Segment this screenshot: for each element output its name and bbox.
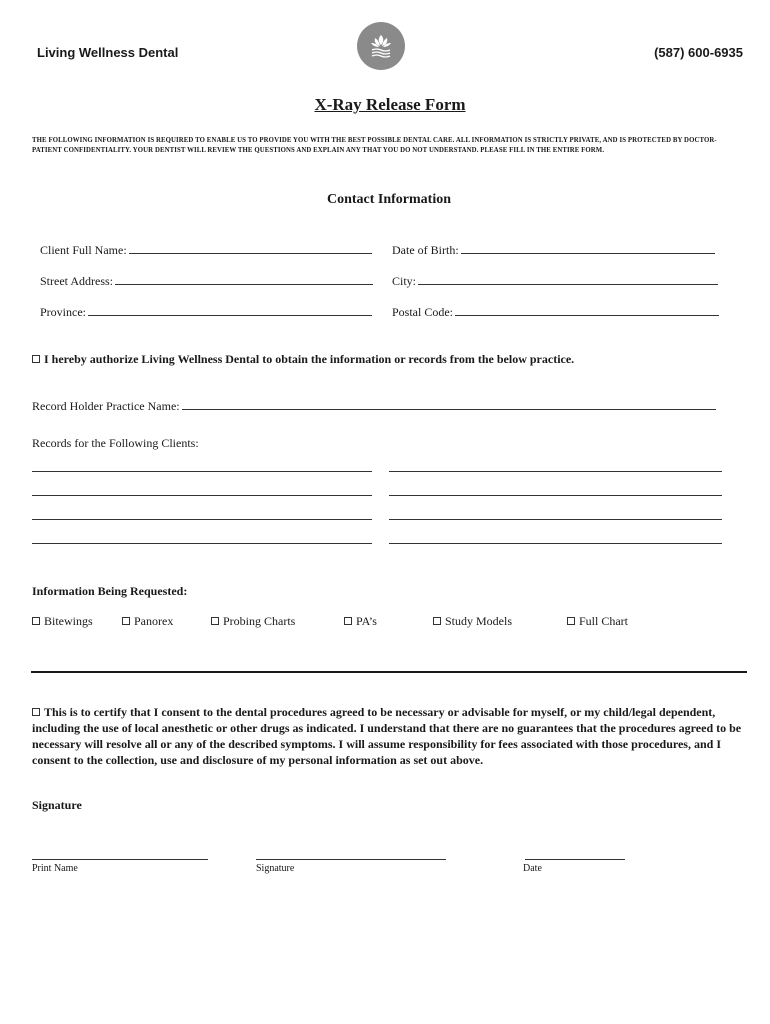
dob-field[interactable] (392, 243, 715, 258)
print-name-line[interactable] (32, 859, 208, 860)
dob-line[interactable] (461, 243, 715, 254)
checkbox[interactable] (344, 617, 352, 625)
consent-checkbox[interactable] (32, 708, 40, 716)
authorize-checkbox[interactable] (32, 355, 40, 363)
option-label: Study Models (445, 614, 513, 628)
section-divider (31, 671, 747, 673)
city-label: City: (392, 274, 417, 288)
signature-heading: Signature (32, 798, 82, 812)
client-full-name-label: Client Full Name: (40, 243, 127, 257)
client-line-3-left[interactable] (32, 519, 372, 520)
practice-phone: (587) 600-6935 (654, 45, 743, 60)
record-holder-label: Record Holder Practice Name: (32, 399, 180, 413)
print-name-label: Print Name (32, 863, 78, 874)
province-line[interactable] (88, 305, 372, 316)
street-address-line[interactable] (115, 274, 373, 285)
street-address-label: Street Address: (40, 274, 113, 288)
client-line-1-right[interactable] (389, 471, 722, 472)
option-pas[interactable] (344, 614, 377, 629)
record-holder-field[interactable] (32, 399, 716, 414)
practice-name: Living Wellness Dental (37, 45, 179, 60)
consent-text: This is to certify that I consent to the dental procedures agreed to be necessary or advisable for myself, or my child/legal dependent, including the use of local anesthetic or other drugs as indicated. I understand that there are no guarantees that the procedures agreed to be necessary will resolve all or any of the described symptoms. I will assume responsibility for fees associated with those procedures, and I consent to the collection, use and disclosure of my personal information as set out above. (32, 705, 742, 767)
contact-heading: Contact Information (326, 192, 452, 207)
postal-code-field[interactable] (392, 305, 719, 320)
form-intro: THE FOLLOWING INFORMATION IS REQUIRED TO ENABLE US TO PROVIDE YOU WITH THE BEST POSSIBLE DENTAL CARE. ALL INFORMATION IS STRICTLY PRIVATE, AND IS PROTECTED BY DOCTOR-PATIENT CONFIDENTIALITY. YOUR DENTIST WILL REVIEW THE QUESTIONS AND EXPLAIN ANY THAT YOU DO NOT UNDERSTAND. PLEASE FILL IN THE ENTIRE FORM. (32, 137, 717, 154)
records-clients-label: Records for the Following Clients: (32, 436, 199, 450)
signature-label: Signature (256, 863, 295, 874)
option-label: Bitewings (44, 614, 93, 628)
option-bitewings[interactable] (32, 614, 93, 629)
city-line[interactable] (418, 274, 718, 285)
authorize-checkbox-row[interactable] (32, 352, 574, 367)
client-line-2-left[interactable] (32, 495, 372, 496)
signature-line[interactable] (256, 859, 446, 860)
dob-label: Date of Birth: (392, 243, 459, 257)
authorize-text: I hereby authorize Living Wellness Dental to obtain the information or records from the below practice. (44, 352, 575, 366)
date-label: Date (523, 863, 542, 874)
postal-code-line[interactable] (455, 305, 719, 316)
option-label: Full Chart (579, 614, 629, 628)
checkbox[interactable] (433, 617, 441, 625)
client-line-2-right[interactable] (389, 495, 722, 496)
checkbox[interactable] (32, 617, 40, 625)
client-line-4-left[interactable] (32, 543, 372, 544)
requested-heading: Information Being Requested: (32, 584, 188, 598)
client-full-name-field[interactable] (40, 243, 372, 258)
option-label: Panorex (134, 614, 174, 628)
postal-code-label: Postal Code: (392, 305, 454, 319)
province-field[interactable] (40, 305, 372, 320)
option-label: Probing Charts (223, 614, 296, 628)
province-label: Province: (40, 305, 86, 319)
lotus-water-logo-icon (357, 22, 405, 70)
checkbox[interactable] (122, 617, 130, 625)
city-field[interactable] (392, 274, 718, 289)
date-line[interactable] (525, 859, 625, 860)
client-line-3-right[interactable] (389, 519, 722, 520)
option-full-chart[interactable] (567, 614, 628, 629)
option-panorex[interactable] (122, 614, 173, 629)
client-line-1-left[interactable] (32, 471, 372, 472)
option-label: PA’s (356, 614, 377, 628)
checkbox[interactable] (211, 617, 219, 625)
consent-block[interactable] (32, 704, 752, 768)
checkbox[interactable] (567, 617, 575, 625)
record-holder-line[interactable] (182, 399, 716, 410)
form-title: X-Ray Release Form (314, 95, 466, 114)
client-line-4-right[interactable] (389, 543, 722, 544)
street-address-field[interactable] (40, 274, 373, 289)
option-probing-charts[interactable] (211, 614, 295, 629)
client-full-name-line[interactable] (129, 243, 372, 254)
option-study-models[interactable] (433, 614, 512, 629)
